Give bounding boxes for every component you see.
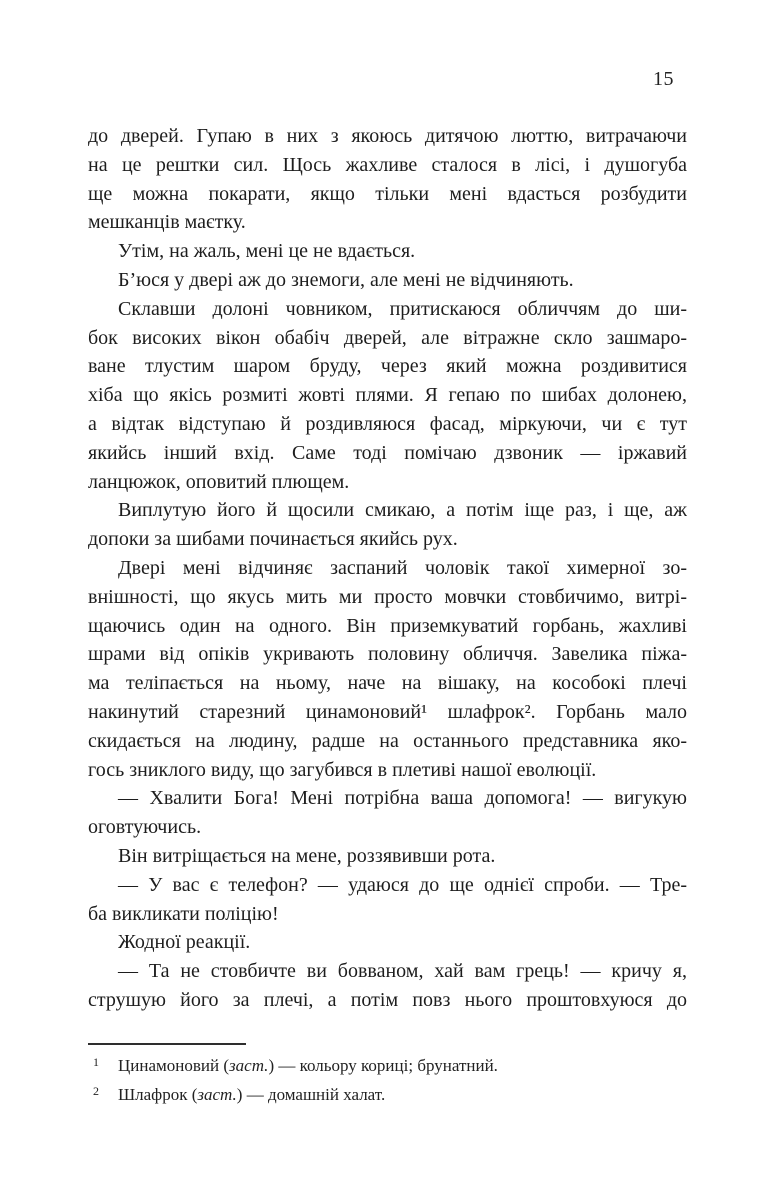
paragraph [88, 554, 687, 784]
text-line: ба викликати поліцію! [88, 902, 279, 925]
text-line: мешканців маєтку. [88, 211, 246, 234]
text-line: шрами від опіків укривають половину обличчя. Завелика піжа- [88, 643, 687, 666]
text-line: ланцюжок, оповитий плющем. [88, 470, 350, 493]
footnote-text-pre: Шлафрок ( [118, 1085, 198, 1104]
paragraph [88, 957, 687, 1015]
footnote-text [118, 1052, 498, 1080]
text-line: струшую його за плечі, а потім повз нього проштовхуюся до [88, 988, 687, 1011]
footnote-text-post: ) — домашній халат. [236, 1085, 386, 1104]
footnote-text [118, 1081, 385, 1109]
footnote-text-pre: Цинамоновий ( [118, 1056, 230, 1075]
text-line: до дверей. Гупаю в них з якоюсь дитячою люттю, витрачаючи [88, 125, 687, 147]
paragraph [88, 122, 687, 237]
text-line: допоки за шибами починається якийсь рух. [88, 528, 458, 551]
text-line: а відтак відступаю й роздивляюся фасад, міркуючи, чи є тут [88, 412, 687, 435]
text-line: якийсь інший вхід. Саме тоді помічаю дзвоник — іржавий [88, 441, 687, 464]
footnote-marker: 1 [93, 1055, 99, 1069]
footnote-text-italic: заст. [229, 1056, 269, 1075]
page-number: 15 [653, 68, 674, 90]
text-line: — Та не стовбичте ви бовваном, хай вам грець! — кричу я, [118, 960, 687, 983]
text-line: щаючись один на одного. Він приземкуватий горбань, жахливі [88, 614, 687, 637]
text-line: ма теліпається на ньому, наче на вішаку, на кособокі плечі [88, 672, 687, 695]
footnotes [88, 1052, 687, 1110]
text-line: — У вас є телефон? — удаюся до ще однієї спроби. — Тре- [118, 873, 687, 896]
footnote-item [88, 1081, 687, 1110]
text-line: Б’юся у двері аж до знемоги, але мені не відчиняють. [118, 268, 574, 291]
paragraph [88, 784, 687, 842]
text-line: оговтуючись. [88, 816, 202, 839]
paragraph [88, 266, 687, 295]
footnote-text-post: ) — кольору кориці; брунатний. [268, 1056, 498, 1075]
text-line: Утім, на жаль, мені це не вдається. [118, 240, 416, 263]
text-line: Виплутую його й щосили смикаю, а потім іще раз, і ще, аж [118, 499, 687, 522]
paragraph [88, 237, 687, 266]
footnote-text-italic: заст. [197, 1085, 237, 1104]
text-line: Двері мені відчиняє заспаний чоловік такої химерної зо- [118, 556, 687, 579]
text-line: Жодної реакції. [118, 931, 251, 954]
paragraph [88, 295, 687, 497]
paragraph [88, 842, 687, 871]
text-block [88, 122, 687, 1015]
footnote-separator [88, 1043, 246, 1045]
text-line: скидається на людину, радше на останнього представника яко- [88, 729, 687, 752]
text-line: внішності, що якусь мить ми просто мовчки стовбичимо, витрі- [88, 585, 687, 608]
text-line: накинутий старезний цинамоновий¹ шлафрок². Горбань мало [88, 700, 687, 723]
text-line: Склавши долоні човником, притискаюся обличчям до ши- [118, 297, 687, 320]
paragraph [88, 496, 687, 554]
footnote-item [88, 1052, 687, 1081]
text-line: гось зниклого виду, що загубився в плетиві нашої еволюції. [88, 758, 597, 781]
paragraph [88, 871, 687, 929]
footnote-marker: 2 [93, 1084, 99, 1098]
text-line: ване тлустим шаром бруду, через який можна роздивитися [88, 355, 687, 378]
text-line: бок високих вікон обабіч дверей, але вітражне скло зашмаро- [88, 326, 687, 349]
paragraph [88, 928, 687, 957]
text-line: хіба що якісь розмиті жовті плями. Я гепаю по шибах долонею, [88, 384, 687, 407]
text-line: Він витріщається на мене, роззявивши рота. [118, 844, 496, 867]
text-line: на це рештки сил. Щось жахливе сталося в лісі, і душогуба [88, 153, 687, 176]
text-line: ще можна покарати, якщо тільки мені вдасться розбудити [88, 182, 687, 205]
text-line: — Хвалити Бога! Мені потрібна ваша допомога! — вигукую [118, 787, 687, 810]
